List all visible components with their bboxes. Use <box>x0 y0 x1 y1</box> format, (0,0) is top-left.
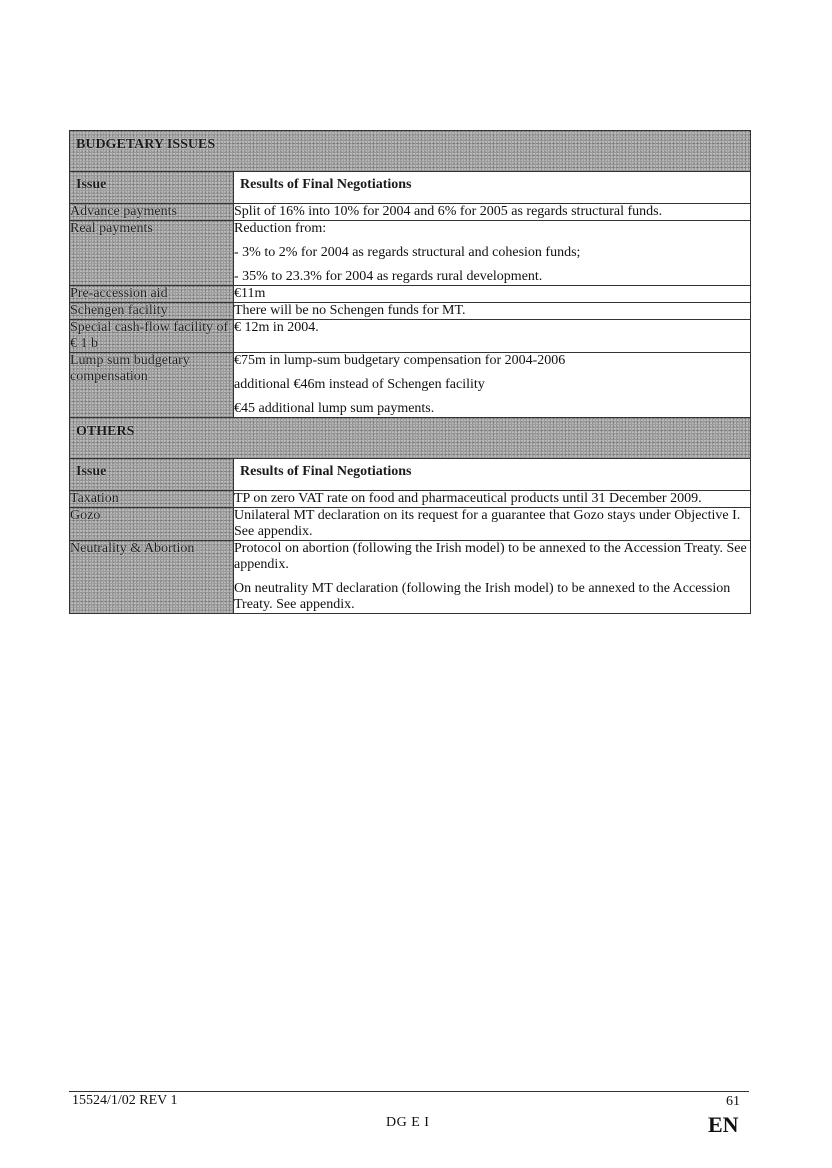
column-header-issue: Issue <box>70 172 234 204</box>
result-line: Split of 16% into 10% for 2004 and 6% for 2005 as regards structural funds. <box>234 204 663 219</box>
language-code: EN <box>708 1112 739 1137</box>
table-row <box>70 508 751 541</box>
issue-cell: Gozo <box>70 508 234 541</box>
column-header-results: Results of Final Negotiations <box>234 459 751 491</box>
result-line: Reduction from: <box>234 221 327 236</box>
table-row <box>70 541 751 614</box>
column-header-row <box>70 172 751 204</box>
department-label: DG E I <box>386 1115 430 1130</box>
column-header-results: Results of Final Negotiations <box>234 172 751 204</box>
results-cell <box>234 221 751 286</box>
issue-cell: Advance payments <box>70 204 234 221</box>
results-cell <box>234 303 751 320</box>
issue-cell: Special cash-flow facility of € 1 b <box>70 320 234 353</box>
issue-cell: Real payments <box>70 221 234 286</box>
section-header-budgetary <box>70 131 751 172</box>
result-line: Unilateral MT declaration on its request for a guarantee that Gozo stays under Objective I. See appendix. <box>234 508 741 539</box>
table-row <box>70 303 751 320</box>
section-title: BUDGETARY ISSUES <box>70 131 751 172</box>
section-title: OTHERS <box>70 418 751 459</box>
result-line: €11m <box>234 286 266 301</box>
results-cell <box>234 541 751 614</box>
result-line: €75m in lump-sum budgetary compensation for 2004-2006 <box>234 353 566 368</box>
table-row <box>70 286 751 303</box>
table-row <box>70 491 751 508</box>
result-line: Protocol on abortion (following the Irish model) to be annexed to the Accession Treaty. See appendix. <box>234 541 747 572</box>
results-cell <box>234 508 751 541</box>
result-line: TP on zero VAT rate on food and pharmaceutical products until 31 December 2009. <box>234 491 702 506</box>
issue-cell: Schengen facility <box>70 303 234 320</box>
table-row <box>70 204 751 221</box>
document-reference: 15524/1/02 REV 1 <box>72 1093 178 1108</box>
table-row <box>70 320 751 353</box>
column-header-issue: Issue <box>70 459 234 491</box>
section-header-others <box>70 418 751 459</box>
results-cell <box>234 286 751 303</box>
page-number: 61 <box>726 1094 740 1109</box>
budgetary-section <box>70 131 751 418</box>
results-cell <box>234 204 751 221</box>
result-line: - 35% to 23.3% for 2004 as regards rural development. <box>234 269 543 284</box>
negotiations-table <box>69 130 751 614</box>
issue-cell: Taxation <box>70 491 234 508</box>
result-line: additional €46m instead of Schengen facility <box>234 377 485 392</box>
issue-cell: Neutrality & Abortion <box>70 541 234 614</box>
result-line: € 12m in 2004. <box>234 320 319 335</box>
result-line: There will be no Schengen funds for MT. <box>234 303 466 318</box>
results-cell <box>234 353 751 418</box>
footer-divider <box>69 1091 749 1092</box>
result-line: €45 additional lump sum payments. <box>234 401 435 416</box>
result-line: - 3% to 2% for 2004 as regards structural and cohesion funds; <box>234 245 581 260</box>
result-line: On neutrality MT declaration (following the Irish model) to be annexed to the Accession Treaty. See appendix. <box>234 581 731 612</box>
table-row <box>70 221 751 286</box>
results-cell <box>234 320 751 353</box>
table-row <box>70 353 751 418</box>
column-header-row <box>70 459 751 491</box>
results-cell <box>234 491 751 508</box>
issue-cell: Pre-accession aid <box>70 286 234 303</box>
issue-cell: Lump sum budgetary compensation <box>70 353 234 418</box>
others-section <box>70 418 751 614</box>
